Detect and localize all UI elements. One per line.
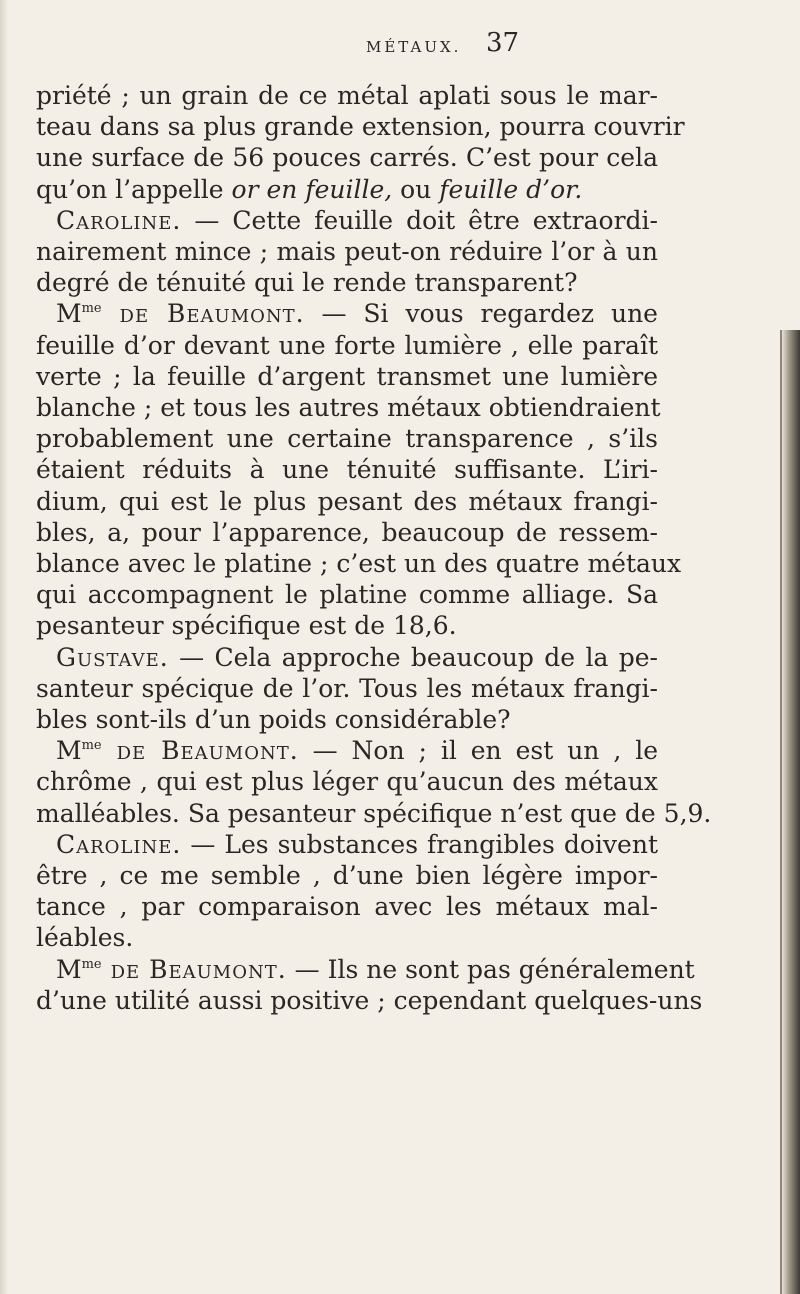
text-line: santeur spécique de l’or. Tous les métaux frangi- bbox=[36, 673, 658, 703]
text-line: tance , par comparaison avec les métaux mal- bbox=[36, 892, 658, 922]
page-header bbox=[0, 26, 800, 66]
body-text bbox=[36, 80, 712, 1016]
text-line bbox=[36, 954, 695, 985]
page-edge-right bbox=[782, 330, 800, 1294]
italic-term: feuille d’or. bbox=[439, 174, 583, 204]
text-line: pesanteur spécifique est de 18,6. bbox=[36, 611, 457, 641]
speaker-name: de Beaumont. bbox=[101, 954, 287, 984]
text-span: qu’on l’appelle bbox=[36, 174, 232, 204]
text-line: d’une utilité aussi positive ; cependant quelques-uns bbox=[36, 985, 703, 1015]
text-line: chrôme , qui est plus léger qu’aucun des métaux bbox=[36, 767, 658, 797]
text-line: dium, qui est le plus pesant des métaux frangi- bbox=[36, 486, 658, 516]
text-line: feuille d’or devant une forte lumière , elle paraît bbox=[36, 330, 658, 360]
text-span: — Cette feuille doit être extraordi- bbox=[181, 205, 658, 235]
speaker-title-sup: me bbox=[81, 956, 102, 972]
text-line bbox=[36, 642, 658, 673]
text-line: nairement mince ; mais peut-on réduire l’or à un bbox=[36, 237, 658, 267]
speaker-title: M bbox=[56, 736, 82, 766]
speaker-name: de Beaumont. bbox=[101, 299, 305, 329]
speaker-title-sup: me bbox=[81, 301, 102, 317]
text-line bbox=[36, 174, 658, 205]
text-line: malléables. Sa pesanteur spécifique n’est que de 5,9. bbox=[36, 798, 712, 828]
text-line: degré de ténuité qui le rende transparent? bbox=[36, 268, 578, 298]
text-line: bles, a, pour l’apparence, beaucoup de ressem- bbox=[36, 517, 658, 547]
page-shadow-left bbox=[0, 0, 8, 1294]
speaker-name: Caroline. bbox=[56, 829, 182, 859]
text-line bbox=[36, 829, 658, 860]
text-line: blance avec le platine ; c’est un des quatre métaux bbox=[36, 549, 682, 579]
text-line: priété ; un grain de ce métal aplati sous le mar- bbox=[36, 81, 658, 110]
running-head: MÉTAUX. bbox=[366, 38, 462, 56]
text-line: léables. bbox=[36, 923, 134, 953]
text-line bbox=[36, 205, 658, 236]
speaker-name: Gustave. bbox=[56, 642, 169, 672]
speaker-title: M bbox=[56, 299, 82, 329]
text-line: bles sont-ils d’un poids considérable? bbox=[36, 705, 511, 735]
text-line bbox=[36, 735, 658, 766]
text-line: étaient réduits à une ténuité suffisante. L’iri- bbox=[36, 455, 658, 485]
italic-term: or en feuille, bbox=[231, 174, 393, 204]
text-span: — Ils ne sont pas généralement bbox=[286, 954, 695, 984]
text-line: qui accompagnent le platine comme alliage. Sa bbox=[36, 580, 658, 610]
text-span: — Non ; il en est un , le bbox=[298, 736, 658, 766]
text-line: être , ce me semble , d’une bien légère impor- bbox=[36, 861, 658, 891]
text-span: — Si vous regardez une bbox=[304, 299, 658, 329]
text-line: verte ; la feuille d’argent transmet une lumière bbox=[36, 361, 658, 391]
text-line: probablement une certaine transparence , s’ils bbox=[36, 424, 658, 454]
speaker-name: Caroline. bbox=[56, 205, 182, 235]
text-span: — Cela approche beaucoup de la pe- bbox=[168, 642, 658, 672]
speaker-title: M bbox=[56, 954, 82, 984]
text-line bbox=[36, 298, 658, 329]
text-span: ou bbox=[392, 174, 440, 204]
text-span: — Les substances frangibles doivent bbox=[181, 829, 658, 859]
speaker-name: de Beaumont. bbox=[101, 736, 299, 766]
text-line: teau dans sa plus grande extension, pourra couvrir bbox=[36, 112, 685, 142]
text-line: blanche ; et tous les autres métaux obtiendraient bbox=[36, 393, 661, 423]
page-number: 37 bbox=[486, 28, 520, 58]
text-line: une surface de 56 pouces carrés. C’est pour cela bbox=[36, 143, 658, 173]
speaker-title-sup: me bbox=[81, 738, 102, 754]
